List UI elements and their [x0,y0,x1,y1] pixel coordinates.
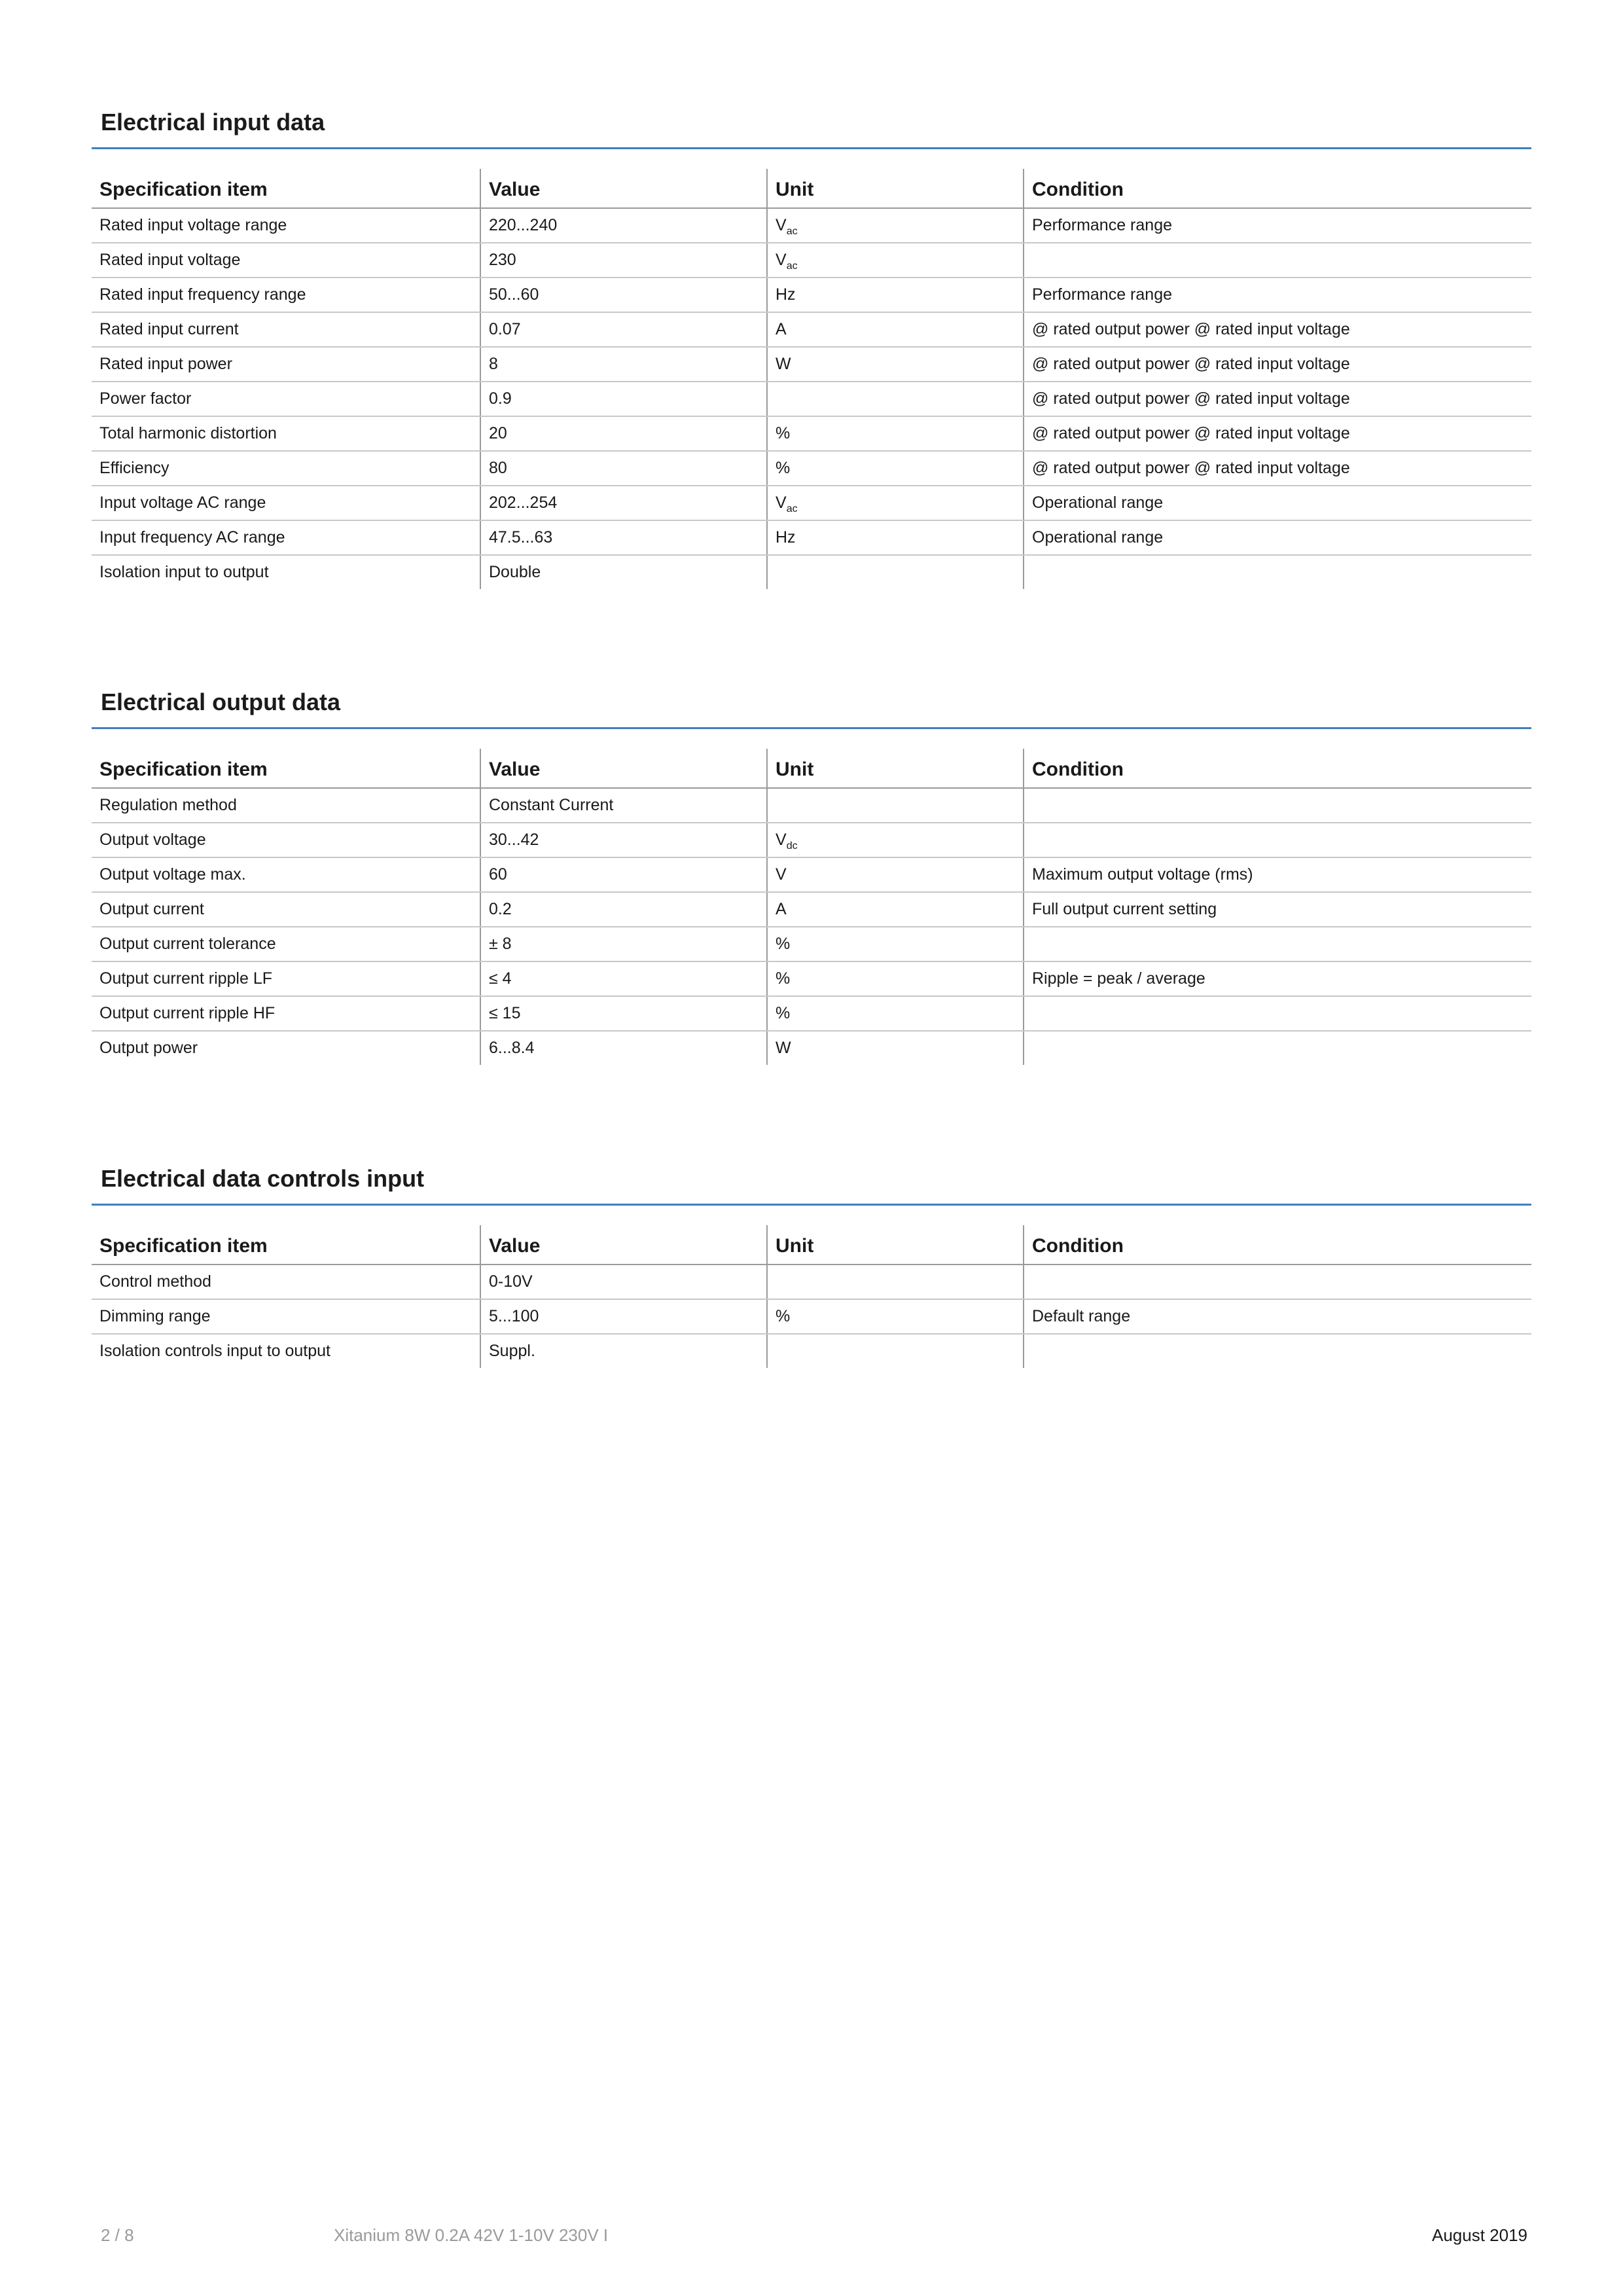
table-row [92,382,1531,416]
table-row [92,486,1531,520]
unit-text: V [776,493,787,512]
header-value: Value [480,749,767,788]
cell-value: 0.07 [480,312,767,347]
cell-unit [767,416,1024,451]
cell-unit [767,823,1024,857]
cell-unit [767,555,1024,589]
cell-condition: Default range [1024,1299,1531,1334]
table-header-row [92,169,1531,208]
header-condition: Condition [1024,1225,1531,1265]
cell-item: Output current tolerance [92,927,480,961]
section-title: Electrical input data [92,105,1531,149]
unit-subscript: ac [786,503,798,514]
table-row [92,416,1531,451]
cell-condition [1024,1265,1531,1299]
cell-value: 0-10V [480,1265,767,1299]
cell-item: Input voltage AC range [92,486,480,520]
cell-unit [767,1031,1024,1065]
cell-unit [767,208,1024,243]
cell-unit [767,857,1024,892]
cell-item: Rated input current [92,312,480,347]
cell-value: 220...240 [480,208,767,243]
cell-unit [767,996,1024,1031]
table-row [92,1299,1531,1334]
cell-item: Isolation controls input to output [99,1342,331,1360]
unit-text: Hz [776,285,796,304]
footer-product-name: Xitanium 8W 0.2A 42V 1-10V 230V I [334,2225,609,2245]
cell-condition [1024,996,1531,1031]
spec-table-output [92,749,1531,1065]
cell-item: Dimming range [92,1299,480,1334]
table-row [92,208,1531,243]
table-row [92,312,1531,347]
cell-unit [767,278,1024,312]
cell-item: Power factor [92,382,480,416]
unit-text: % [776,424,791,442]
header-specification-item: Specification item [92,169,480,208]
spec-table-input [92,169,1531,589]
unit-text: W [776,1039,791,1057]
cell-item: Rated input voltage [92,243,480,278]
cell-unit [767,1265,1024,1299]
cell-unit [767,520,1024,555]
cell-condition: Full output current setting [1024,892,1531,927]
cell-value: 0.2 [480,892,767,927]
cell-item: Regulation method [92,788,480,823]
cell-condition: Operational range [1024,486,1531,520]
cell-condition [1024,1031,1531,1065]
cell-condition: @ rated output power @ rated input voltage [1024,382,1531,416]
cell-item: Output current ripple HF [92,996,480,1031]
table-header-row [92,749,1531,788]
cell-condition [1024,823,1531,857]
section-title: Electrical output data [92,685,1531,729]
cell-value: 8 [480,347,767,382]
table-row [92,1265,1531,1299]
table-row [92,996,1531,1031]
cell-item: Output voltage max. [92,857,480,892]
footer-date: August 2019 [1431,2225,1527,2245]
cell-value: 5...100 [480,1299,767,1334]
table-row [92,278,1531,312]
unit-text: % [776,1004,791,1022]
cell-unit [767,927,1024,961]
unit-text: A [776,320,787,338]
unit-text: % [776,969,791,988]
table-row [92,927,1531,961]
table-row [92,1334,1531,1368]
cell-value: 60 [480,857,767,892]
unit-text: V [776,831,787,849]
table-row [92,961,1531,996]
cell-item: Control method [92,1265,480,1299]
cell-condition [1024,927,1531,961]
unit-text: % [776,459,791,477]
section-electrical-data-controls-input [92,1161,1531,1360]
cell-item: Rated input voltage range [92,208,480,243]
cell-item: Rated input frequency range [92,278,480,312]
cell-unit [767,1299,1024,1334]
cell-condition: @ rated output power @ rated input voltage [1024,416,1531,451]
cell-item: Output current ripple LF [92,961,480,996]
cell-unit [767,382,1024,416]
cell-value: 202...254 [480,486,767,520]
header-specification-item: Specification item [92,1225,480,1265]
cell-unit [767,451,1024,486]
cell-unit [767,347,1024,382]
unit-text: V [776,216,787,234]
header-condition: Condition [1024,169,1531,208]
cell-unit [767,312,1024,347]
cell-value: 80 [480,451,767,486]
cell-item: Rated input power [92,347,480,382]
unit-text: W [776,355,791,373]
cell-value: ± 8 [480,927,767,961]
cell-item: Output current [92,892,480,927]
cell-value: ≤ 15 [480,996,767,1031]
cell-item: Output voltage [92,823,480,857]
cell-value: 30...42 [480,823,767,857]
unit-text: % [776,1307,791,1325]
unit-text: V [776,251,787,269]
spec-table-controls [92,1225,1531,1368]
table-row [92,555,1531,589]
cell-condition: @ rated output power @ rated input voltage [1024,312,1531,347]
unit-text: Hz [776,528,796,547]
table-row [92,892,1531,927]
cell-item: Input frequency AC range [92,520,480,555]
cell-unit [767,1334,1024,1368]
footer-page-number: 2 / 8 [101,2225,134,2245]
table-row [92,857,1531,892]
cell-condition: Performance range [1024,278,1531,312]
unit-text: V [776,865,787,884]
section-title: Electrical data controls input [92,1161,1531,1206]
table-row [92,347,1531,382]
cell-condition: Ripple = peak / average [1024,961,1531,996]
cell-item: Efficiency [92,451,480,486]
cell-unit [767,788,1024,823]
header-unit: Unit [767,749,1024,788]
cell-value: Suppl. [480,1334,767,1368]
cell-condition [1024,1334,1531,1368]
cell-condition [1024,555,1531,589]
table-row [92,520,1531,555]
cell-unit [767,243,1024,278]
cell-value: 20 [480,416,767,451]
unit-text: % [776,935,791,953]
header-value: Value [480,169,767,208]
cell-condition: Maximum output voltage (rms) [1024,857,1531,892]
unit-subscript: ac [786,226,798,237]
cell-item: Total harmonic distortion [92,416,480,451]
cell-unit [767,892,1024,927]
cell-value: 47.5...63 [480,520,767,555]
cell-condition [1024,243,1531,278]
table-row [92,1031,1531,1065]
cell-value: 230 [480,243,767,278]
section-electrical-input-data [92,105,1531,581]
table-row [92,451,1531,486]
header-specification-item: Specification item [92,749,480,788]
cell-value: Constant Current [480,788,767,823]
table-row [92,823,1531,857]
cell-condition: Performance range [1024,208,1531,243]
unit-subscript: dc [786,840,798,852]
table-row [92,788,1531,823]
cell-condition: Operational range [1024,520,1531,555]
cell-item: Isolation input to output [99,563,269,581]
cell-condition: @ rated output power @ rated input voltage [1024,347,1531,382]
table-header-row [92,1225,1531,1265]
cell-unit [767,961,1024,996]
cell-unit [767,486,1024,520]
table-row [92,243,1531,278]
cell-value: 0.9 [480,382,767,416]
cell-condition: @ rated output power @ rated input voltage [1024,451,1531,486]
header-unit: Unit [767,1225,1024,1265]
header-value: Value [480,1225,767,1265]
section-electrical-output-data [92,685,1531,1057]
cell-value: Double [480,555,767,589]
cell-condition [1024,788,1531,823]
header-condition: Condition [1024,749,1531,788]
cell-item: Output power [99,1039,198,1057]
header-unit: Unit [767,169,1024,208]
cell-value: 50...60 [480,278,767,312]
cell-value: ≤ 4 [480,961,767,996]
unit-subscript: ac [786,260,798,272]
cell-value: 6...8.4 [480,1031,767,1065]
unit-text: A [776,900,787,918]
